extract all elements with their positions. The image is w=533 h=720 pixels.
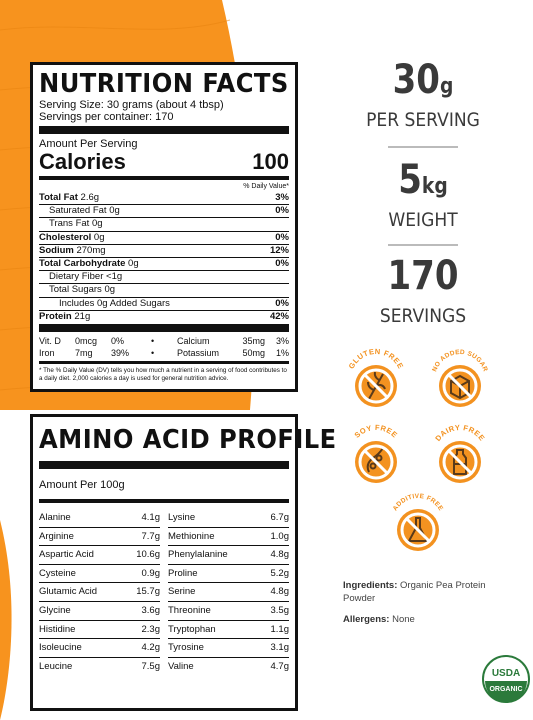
stat-label: WEIGHT [388, 209, 458, 231]
amino-row: Methionine 1.0g [168, 528, 289, 547]
nutrient-row-cholesterol: Cholesterol 0g 0% [39, 231, 289, 243]
vitamin-row-1: Vit. D 0mcg 0% • Calcium 35mg 3% [39, 336, 289, 347]
amino-acid-title: AMINO ACID PROFILE [39, 425, 337, 455]
stat-number: 170 [387, 253, 459, 299]
badge-label: NO ADDED SUGAR [431, 348, 489, 373]
ingredients-value: Organic Pea Protein Powder [343, 580, 486, 604]
svg-text:SOY FREE [353, 423, 400, 440]
vitamin-row-2: Iron 7mg 39% • Potassium 50mg 1% [39, 348, 289, 359]
amino-row: Glutamic Acid 15.7g [39, 583, 160, 602]
no-added-sugar-badge [425, 344, 495, 414]
stat-label: SERVINGS [379, 305, 467, 327]
svg-text:ORGANIC: ORGANIC [489, 686, 523, 693]
amino-row: Lysine 6.7g [168, 509, 289, 528]
ingredients-label: Ingredients: [343, 580, 398, 591]
gluten-free-badge [341, 344, 411, 414]
stat-unit: g [439, 74, 454, 99]
stat-unit: kg [421, 174, 448, 199]
amount-per-serving: Amount Per Serving [39, 138, 138, 150]
badge-label: DAIRY FREE [433, 422, 487, 443]
nutrient-row-total-sugars: Total Sugars 0g [39, 283, 289, 296]
amino-row: Proline 5.2g [168, 565, 289, 584]
amino-column-right [168, 509, 289, 675]
stat-per-serving [330, 58, 516, 131]
amino-row: Phenylalanine 4.8g [168, 546, 289, 565]
dairy-free-badge [425, 420, 495, 490]
amount-per-100g: Amount Per 100g [39, 479, 125, 491]
amino-row: Cysteine 0.9g [39, 565, 160, 584]
thick-rule [39, 126, 289, 134]
stat-servings [330, 254, 516, 327]
amino-column-left [39, 509, 160, 675]
badge-label: SOY FREE [352, 422, 400, 440]
allergens-value: None [392, 614, 415, 625]
nutrition-facts-panel [30, 62, 298, 392]
nutrient-row-trans-fat: Trans Fat 0g [39, 217, 289, 230]
amino-row: Isoleucine 4.2g [39, 639, 160, 658]
stat-weight [330, 158, 516, 231]
nutrient-row-total-carbohydrate: Total Carbohydrate 0g 0% [39, 258, 289, 270]
amino-row: Tryptophan 1.1g [168, 621, 289, 640]
usda-organic-seal [481, 654, 531, 704]
nutrient-row-sodium: Sodium 270mg 12% [39, 244, 289, 256]
amino-row: Arginine 7.7g [39, 528, 160, 547]
stat-label: PER SERVING [366, 109, 480, 131]
calories-label: Calories [39, 149, 126, 174]
additive-free-badge [383, 488, 453, 558]
soy-free-badge [341, 420, 411, 490]
nutrient-row-saturated-fat: Saturated Fat 0g 0% [39, 204, 289, 217]
amino-row: Histidine 2.3g [39, 621, 160, 640]
amino-row: Valine 4.7g [168, 660, 289, 672]
svg-text:USDA: USDA [491, 668, 521, 679]
amino-row: Aspartic Acid 10.6g [39, 546, 160, 565]
amino-row: Alanine 4.1g [39, 509, 160, 528]
servings-per-container: Servings per container: 170 [39, 111, 174, 123]
medium-rule [39, 176, 289, 180]
nutrient-row-dietary-fiber: Dietary Fiber <1g [39, 270, 289, 283]
amino-row: Serine 4.8g [168, 583, 289, 602]
nutrition-facts-title: NUTRITION FACTS [39, 69, 289, 99]
calories-value: 100 [252, 149, 289, 174]
stat-number: 5 [398, 157, 422, 203]
amino-acid-panel [30, 414, 337, 711]
svg-text:DAIRY FREE [433, 423, 487, 443]
ingredients-text [343, 579, 513, 605]
stat-number: 30 [392, 57, 440, 103]
amino-acid-table [39, 509, 289, 675]
allergens-text [343, 613, 415, 626]
amino-medium-rule [39, 499, 289, 503]
amino-row: Leucine 7.5g [39, 660, 160, 672]
badge-label: GLUTEN FREE [346, 346, 406, 371]
nutrient-row-protein: Protein 21g 42% [39, 310, 289, 322]
badge-label: ADDITIVE FREE [391, 492, 445, 513]
amino-row: Threonine 3.5g [168, 602, 289, 621]
thick-rule-2 [39, 324, 289, 332]
nutrient-row-added-sugars: Includes 0g Added Sugars 0% [39, 297, 289, 310]
serving-size: Serving Size: 30 grams (about 4 tbsp) [39, 99, 224, 111]
stat-divider [388, 146, 458, 148]
amino-thick-rule [39, 461, 289, 469]
daily-value-header: % Daily Value* [243, 183, 289, 190]
daily-value-footnote: * The % Daily Value (DV) tells you how much a nutrient in a serving of food contributes to a daily diet. 2,000 calories a day is used for general nutrition advice. [39, 367, 287, 383]
medium-rule-2 [39, 361, 289, 364]
stat-divider [388, 244, 458, 246]
amino-row: Tyrosine 3.1g [168, 639, 289, 658]
allergens-label: Allergens: [343, 614, 390, 625]
amino-row: Glycine 3.6g [39, 602, 160, 621]
calories-row [39, 150, 289, 174]
nutrient-row-total-fat: Total Fat 2.6g 3% [39, 192, 289, 203]
